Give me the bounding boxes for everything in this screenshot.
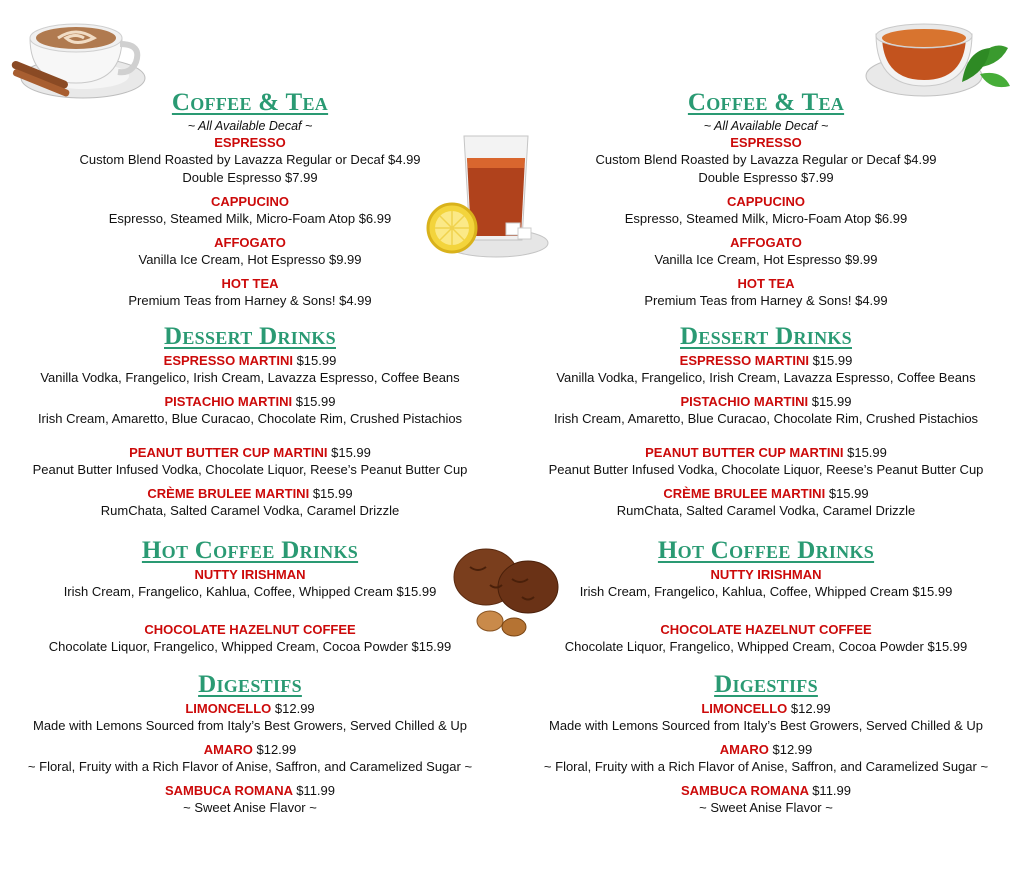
item-price: $15.99 bbox=[295, 394, 336, 409]
item-desc: Made with Lemons Sourced from Italy’s Best Growers, Served Chilled & Up bbox=[33, 718, 467, 733]
section-subtitle: ~ All Available Decaf ~ bbox=[187, 119, 313, 133]
item-name: AMARO bbox=[203, 742, 253, 757]
menu-column-right bbox=[516, 88, 1016, 817]
section-coffee-tea bbox=[516, 88, 1016, 310]
item-desc: Made with Lemons Sourced from Italy’s Best Growers, Served Chilled & Up bbox=[549, 718, 983, 733]
item-price: $12.99 bbox=[772, 742, 813, 757]
menu-column-left bbox=[0, 88, 500, 817]
item-name: NUTTY IRISHMAN bbox=[194, 567, 306, 582]
menu-item bbox=[516, 485, 1016, 520]
item-desc: Custom Blend Roasted by Lavazza Regular or Decaf $4.99 bbox=[595, 152, 937, 167]
menu-item bbox=[516, 566, 1016, 601]
item-desc: Peanut Butter Infused Vodka, Chocolate Liquor, Reese’s Peanut Butter Cup bbox=[32, 462, 468, 477]
item-name: LIMONCELLO bbox=[185, 701, 272, 716]
item-name: NUTTY IRISHMAN bbox=[710, 567, 822, 582]
item-desc: ~ Sweet Anise Flavor ~ bbox=[183, 800, 317, 815]
section-title: Hot Coffee Drinks bbox=[657, 537, 875, 564]
item-name: HOT TEA bbox=[737, 276, 795, 291]
menu-item bbox=[0, 275, 500, 310]
section-dessert-drinks bbox=[516, 322, 1016, 520]
section-title: Coffee & Tea bbox=[687, 89, 845, 116]
item-name: CHOCOLATE HAZELNUT COFFEE bbox=[144, 622, 356, 637]
item-name: ESPRESSO MARTINI bbox=[163, 353, 293, 368]
item-name: PISTACHIO MARTINI bbox=[164, 394, 293, 409]
item-desc: ~ Floral, Fruity with a Rich Flavor of Anise, Saffron, and Caramelized Sugar ~ bbox=[27, 759, 473, 774]
item-price: $12.99 bbox=[256, 742, 297, 757]
item-desc: Irish Cream, Amaretto, Blue Curacao, Chocolate Rim, Crushed Pistachios bbox=[553, 411, 979, 426]
item-desc: Irish Cream, Amaretto, Blue Curacao, Chocolate Rim, Crushed Pistachios bbox=[37, 411, 463, 426]
item-desc: Double Espresso $7.99 bbox=[182, 170, 318, 185]
item-name: AMARO bbox=[719, 742, 769, 757]
menu-item bbox=[516, 275, 1016, 310]
section-title: Hot Coffee Drinks bbox=[141, 537, 359, 564]
menu-item bbox=[516, 193, 1016, 228]
item-name: CAPPUCINO bbox=[726, 194, 805, 209]
menu-item bbox=[516, 700, 1016, 735]
item-price: $15.99 bbox=[828, 486, 869, 501]
item-desc: Chocolate Liquor, Frangelico, Whipped Cream, Cocoa Powder $15.99 bbox=[564, 639, 968, 654]
item-name: ESPRESSO bbox=[730, 135, 802, 150]
item-name: AFFOGATO bbox=[214, 235, 286, 250]
item-price: $15.99 bbox=[296, 353, 337, 368]
item-name: PEANUT BUTTER CUP MARTINI bbox=[129, 445, 328, 460]
item-desc: Vanilla Vodka, Frangelico, Irish Cream, Lavazza Espresso, Coffee Beans bbox=[556, 370, 976, 385]
menu-item bbox=[516, 352, 1016, 387]
item-desc: Vanilla Ice Cream, Hot Espresso $9.99 bbox=[654, 252, 878, 267]
item-price: $12.99 bbox=[790, 701, 831, 716]
menu-item bbox=[516, 234, 1016, 269]
item-desc: RumChata, Salted Caramel Vodka, Caramel Drizzle bbox=[100, 503, 400, 518]
item-name: AFFOGATO bbox=[730, 235, 802, 250]
item-price: $15.99 bbox=[331, 445, 371, 460]
menu-item bbox=[516, 741, 1016, 776]
item-name: PEANUT BUTTER CUP MARTINI bbox=[645, 445, 844, 460]
item-price: $11.99 bbox=[812, 783, 851, 798]
section-title: Digestifs bbox=[198, 671, 302, 698]
item-name: CRÈME BRULEE MARTINI bbox=[147, 486, 310, 501]
item-price: $15.99 bbox=[811, 394, 852, 409]
section-digestifs bbox=[516, 670, 1016, 817]
menu-item bbox=[516, 393, 1016, 428]
menu-item bbox=[0, 741, 500, 776]
section-dessert-drinks bbox=[0, 322, 500, 520]
item-price: $15.99 bbox=[847, 445, 887, 460]
item-name: LIMONCELLO bbox=[701, 701, 788, 716]
menu-item bbox=[0, 485, 500, 520]
item-name: SAMBUCA ROMANA bbox=[164, 783, 293, 798]
section-title: Digestifs bbox=[714, 671, 818, 698]
item-price: $12.99 bbox=[274, 701, 315, 716]
menu-item bbox=[0, 393, 500, 428]
item-desc: Premium Teas from Harney & Sons! $4.99 bbox=[128, 293, 372, 308]
section-title: Dessert Drinks bbox=[680, 323, 852, 350]
item-desc: ~ Sweet Anise Flavor ~ bbox=[699, 800, 833, 815]
item-name: CHOCOLATE HAZELNUT COFFEE bbox=[660, 622, 872, 637]
menu-item bbox=[0, 566, 500, 601]
section-title: Dessert Drinks bbox=[164, 323, 336, 350]
item-desc: Peanut Butter Infused Vodka, Chocolate Liquor, Reese’s Peanut Butter Cup bbox=[548, 462, 984, 477]
section-digestifs bbox=[0, 670, 500, 817]
item-desc: Chocolate Liquor, Frangelico, Whipped Cream, Cocoa Powder $15.99 bbox=[48, 639, 452, 654]
item-name: CAPPUCINO bbox=[210, 194, 289, 209]
item-name: HOT TEA bbox=[221, 276, 279, 291]
item-desc: Espresso, Steamed Milk, Micro-Foam Atop $6.99 bbox=[108, 211, 392, 226]
menu-item bbox=[516, 444, 1016, 479]
section-coffee-tea bbox=[0, 88, 500, 310]
menu-item bbox=[516, 621, 1016, 656]
menu-item bbox=[0, 234, 500, 269]
menu-item bbox=[0, 193, 500, 228]
item-name: CRÈME BRULEE MARTINI bbox=[663, 486, 826, 501]
item-desc: Double Espresso $7.99 bbox=[698, 170, 834, 185]
item-desc: Vanilla Vodka, Frangelico, Irish Cream, Lavazza Espresso, Coffee Beans bbox=[40, 370, 460, 385]
menu-item bbox=[516, 134, 1016, 187]
item-desc: Vanilla Ice Cream, Hot Espresso $9.99 bbox=[138, 252, 362, 267]
section-title: Coffee & Tea bbox=[171, 89, 329, 116]
item-name: ESPRESSO bbox=[214, 135, 286, 150]
section-hot-coffee-drinks bbox=[516, 536, 1016, 656]
item-price: $15.99 bbox=[812, 353, 853, 368]
item-desc: Espresso, Steamed Milk, Micro-Foam Atop $6.99 bbox=[624, 211, 908, 226]
item-price: $15.99 bbox=[312, 486, 353, 501]
menu-item bbox=[0, 700, 500, 735]
menu-item bbox=[0, 782, 500, 817]
item-name: PISTACHIO MARTINI bbox=[680, 394, 809, 409]
section-subtitle: ~ All Available Decaf ~ bbox=[703, 119, 829, 133]
item-price: $11.99 bbox=[296, 783, 335, 798]
item-desc: Premium Teas from Harney & Sons! $4.99 bbox=[644, 293, 888, 308]
item-name: ESPRESSO MARTINI bbox=[679, 353, 809, 368]
item-name: SAMBUCA ROMANA bbox=[680, 783, 809, 798]
menu-item bbox=[0, 444, 500, 479]
item-desc: ~ Floral, Fruity with a Rich Flavor of Anise, Saffron, and Caramelized Sugar ~ bbox=[543, 759, 989, 774]
item-desc: Irish Cream, Frangelico, Kahlua, Coffee, Whipped Cream $15.99 bbox=[63, 584, 437, 599]
item-desc: Custom Blend Roasted by Lavazza Regular or Decaf $4.99 bbox=[79, 152, 421, 167]
section-hot-coffee-drinks bbox=[0, 536, 500, 656]
menu-item bbox=[516, 782, 1016, 817]
menu-item bbox=[0, 134, 500, 187]
item-desc: Irish Cream, Frangelico, Kahlua, Coffee, Whipped Cream $15.99 bbox=[579, 584, 953, 599]
menu-item bbox=[0, 621, 500, 656]
menu-item bbox=[0, 352, 500, 387]
item-desc: RumChata, Salted Caramel Vodka, Caramel Drizzle bbox=[616, 503, 916, 518]
